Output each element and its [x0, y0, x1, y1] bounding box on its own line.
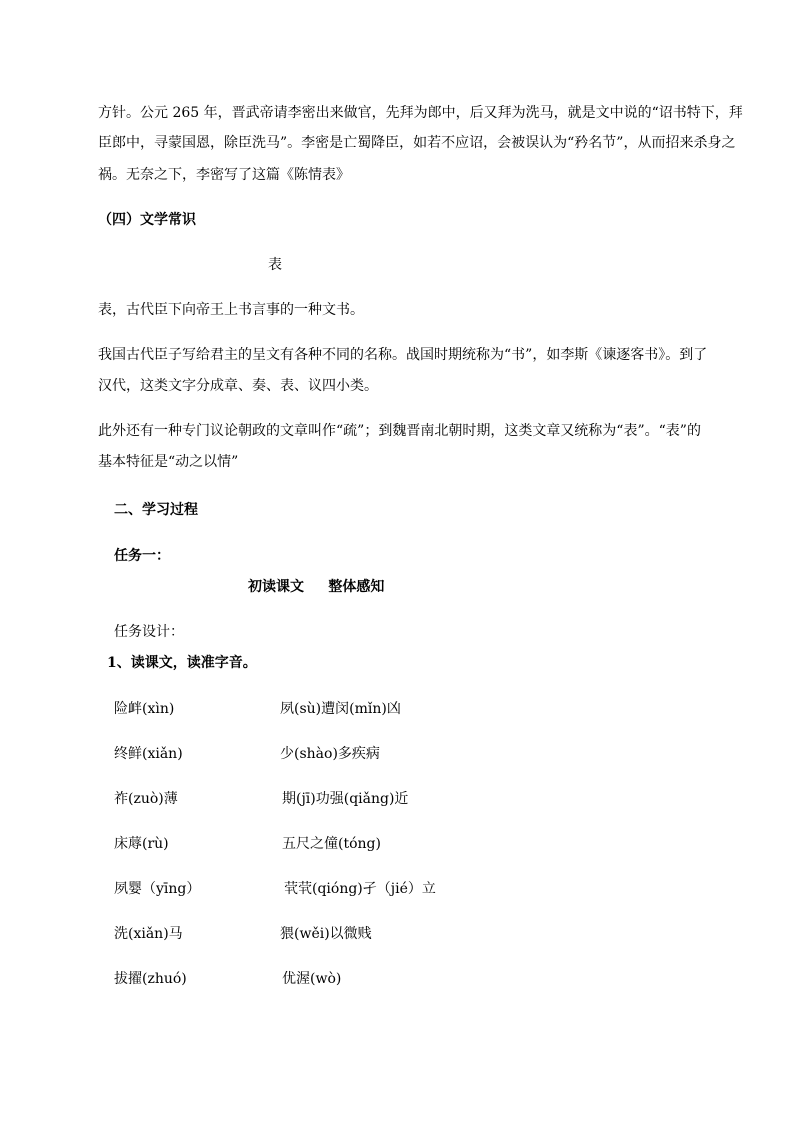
- pronunciation-right: 夙(sù)遭闵(mǐn)凶: [280, 701, 401, 717]
- pronunciation-right: 五尺之僮(tóng): [282, 836, 381, 852]
- names-line-2: 汉代，这类文字分成章、奏、表、议四小类。: [98, 378, 378, 394]
- section-heading-literary: （四）文学常识: [98, 212, 196, 228]
- task-one-title: 初读课文 整体感知: [248, 579, 385, 595]
- shu-line-2: 基本特征是“动之以情”: [98, 454, 239, 470]
- subheading-biao: 表: [268, 257, 282, 273]
- pronunciation-right: 猥(wěi)以微贱: [280, 926, 372, 942]
- pronunciation-left: 床蓐(rù): [114, 836, 169, 852]
- pronunciation-right: 少(shào)多疾病: [280, 746, 380, 762]
- task-one-label: 任务一：: [114, 548, 170, 564]
- pronunciation-left: 拔擢(zhuó): [114, 971, 187, 987]
- background-line-2: 臣郎中，寻蒙国恩，除臣洗马”。李密是亡蜀降臣，如若不应诏，会被误认为“矜名节”，从而招来杀身之: [98, 135, 736, 151]
- task-design-label: 任务设计：: [114, 624, 184, 640]
- pronunciation-left: 洗(xiǎn)马: [114, 926, 183, 942]
- background-line-3: 祸。无奈之下，李密写了这篇《陈情表》: [98, 167, 350, 183]
- pronunciation-right: 期(jī)功强(qiǎng)近: [282, 791, 409, 807]
- pronunciation-right: 优渥(wò): [282, 971, 342, 987]
- pronunciation-left: 终鲜(xiǎn): [114, 746, 183, 762]
- section-heading-process: 二、学习过程: [114, 502, 198, 518]
- pronunciation-left: 夙婴（yīng）: [114, 881, 201, 897]
- pronunciation-right: 茕茕(qióng)孑（jié）立: [284, 881, 436, 897]
- background-line-1: 方针。公元 265 年，晋武帝请李密出来做官，先拜为郎中，后又拜为洗马，就是文中说的“诏书特下，拜: [98, 105, 743, 121]
- pronunciation-left: 祚(zuò)薄: [114, 791, 178, 807]
- shu-line-1: 此外还有一种专门议论朝政的文章叫作“疏”；到魏晋南北朝时期，这类文章又统称为“表”。“表”的: [98, 423, 701, 439]
- names-line-1: 我国古代臣子写给君主的呈文有各种不同的名称。战国时期统称为“书”，如李斯《谏逐客书》。到了: [98, 347, 708, 363]
- biao-definition: 表，古代臣下向帝王上书言事的一种文书。: [98, 302, 364, 318]
- step-one-instruction: 1、读课文，读准字音。: [107, 655, 257, 671]
- pronunciation-left: 险衅(xìn): [114, 701, 175, 717]
